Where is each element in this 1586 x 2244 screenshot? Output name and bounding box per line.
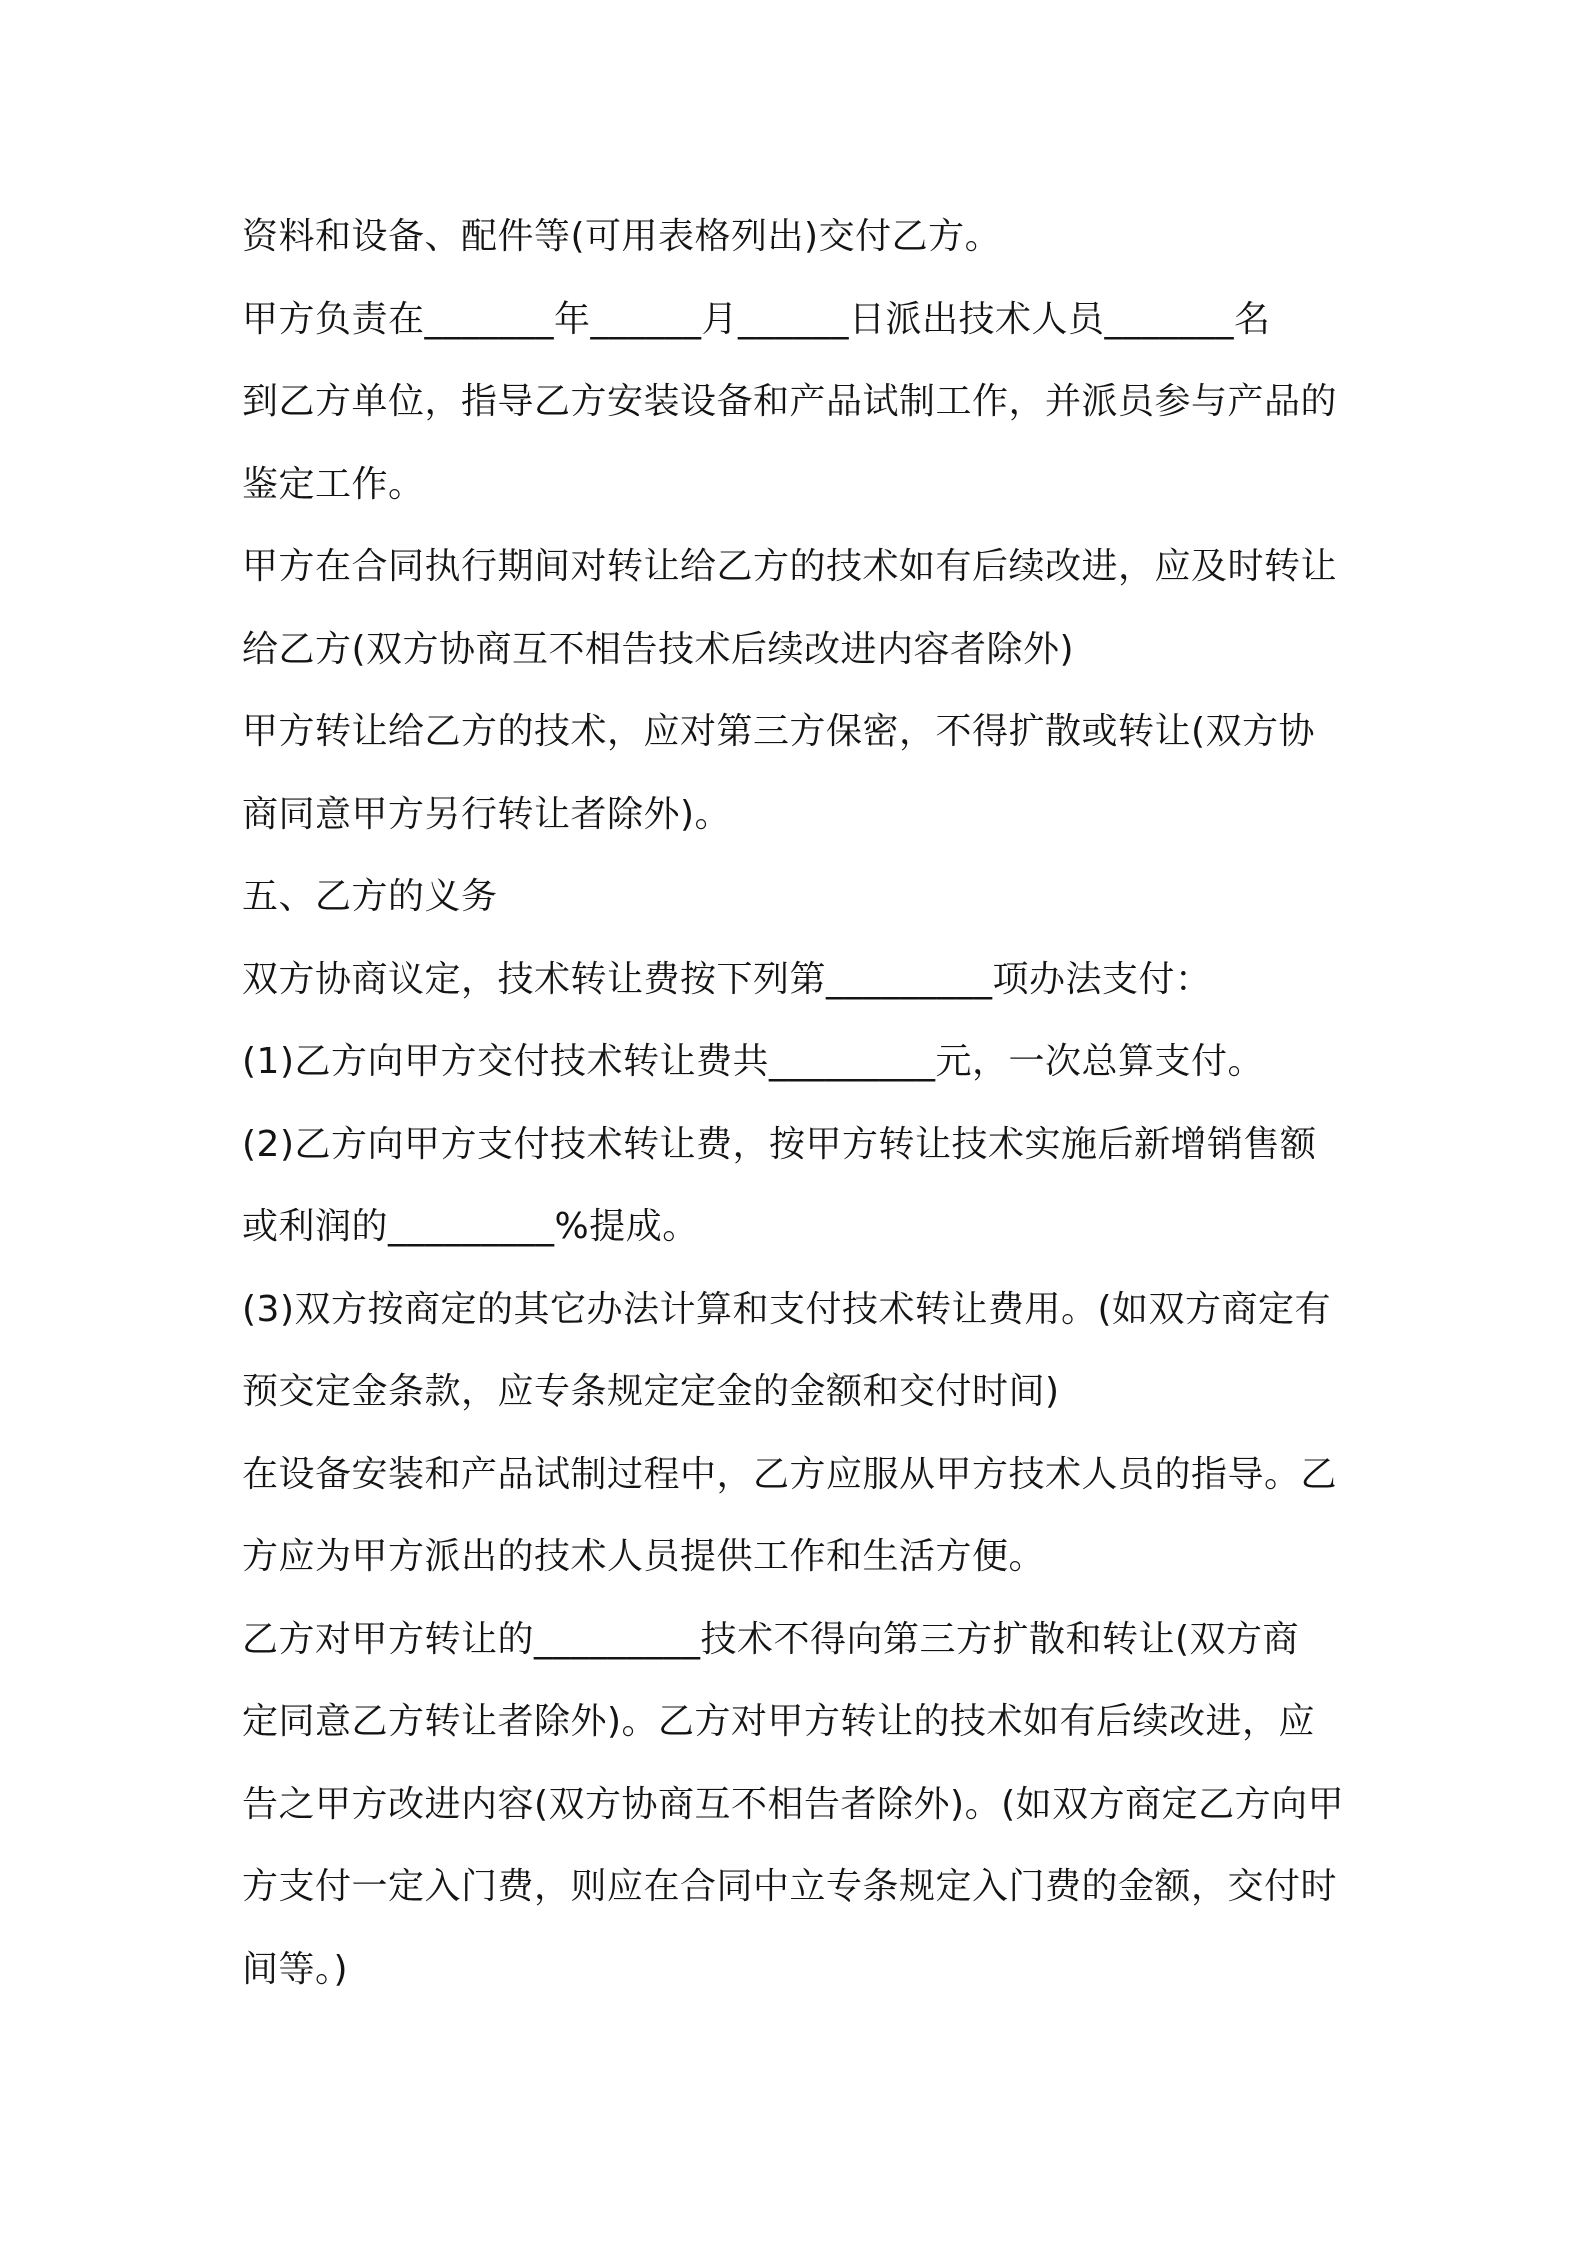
section-heading: 五、乙方的义务 [242,876,498,917]
text-line: 方应为甲方派出的技术人员提供工作和生活方便。 [242,1536,1046,1577]
document-body [242,196,1362,2011]
text-line: 定同意乙方转让者除外)。乙方对甲方转让的技术如有后续改进，应 [242,1701,1316,1742]
text-line: 间等。) [242,1948,349,1990]
text-line: 在设备安装和产品试制过程中，乙方应服从甲方技术人员的指导。乙 [242,1453,1338,1495]
text-line: 商同意甲方另行转让者除外)。 [242,793,732,835]
text-line: (1)乙方向甲方交付技术转让费共_________元，一次总算支付。 [242,1041,1264,1082]
text-line: 告之甲方改进内容(双方协商互不相告者除外)。(如双方商定乙方向甲 [242,1783,1345,1825]
text-line: 甲方转让给乙方的技术，应对第三方保密，不得扩散或转让(双方协 [242,711,1316,752]
text-line: 双方协商议定，技术转让费按下列第_________项办法支付： [242,958,1212,1000]
text-line: 给乙方(双方协商互不相告技术后续改进内容者除外) [242,628,1075,670]
text-line: 预交定金条款，应专条规定定金的金额和交付时间) [242,1371,1060,1412]
text-line: 或利润的_________%提成。 [242,1206,699,1247]
text-line: 资料和设备、配件等(可用表格列出)交付乙方。 [242,216,1002,257]
text-line: 到乙方单位，指导乙方安装设备和产品试制工作，并派员参与产品的 [242,381,1338,422]
text-line: (3)双方按商定的其它办法计算和支付技术转让费用。(如双方商定有 [242,1288,1332,1330]
text-line: 甲方负责在_______年______月______日派出技术人员_______名 [242,298,1271,340]
text-line: (2)乙方向甲方支付技术转让费，按甲方转让技术实施后新增销售额 [242,1123,1317,1165]
text-line: 乙方对甲方转让的_________技术不得向第三方扩散和转让(双方商 [242,1618,1300,1660]
text-line: 甲方在合同执行期间对转让给乙方的技术如有后续改进，应及时转让 [242,546,1338,587]
text-line: 鉴定工作。 [242,463,425,505]
text-line: 方支付一定入门费，则应在合同中立专条规定入门费的金额，交付时 [242,1866,1338,1907]
